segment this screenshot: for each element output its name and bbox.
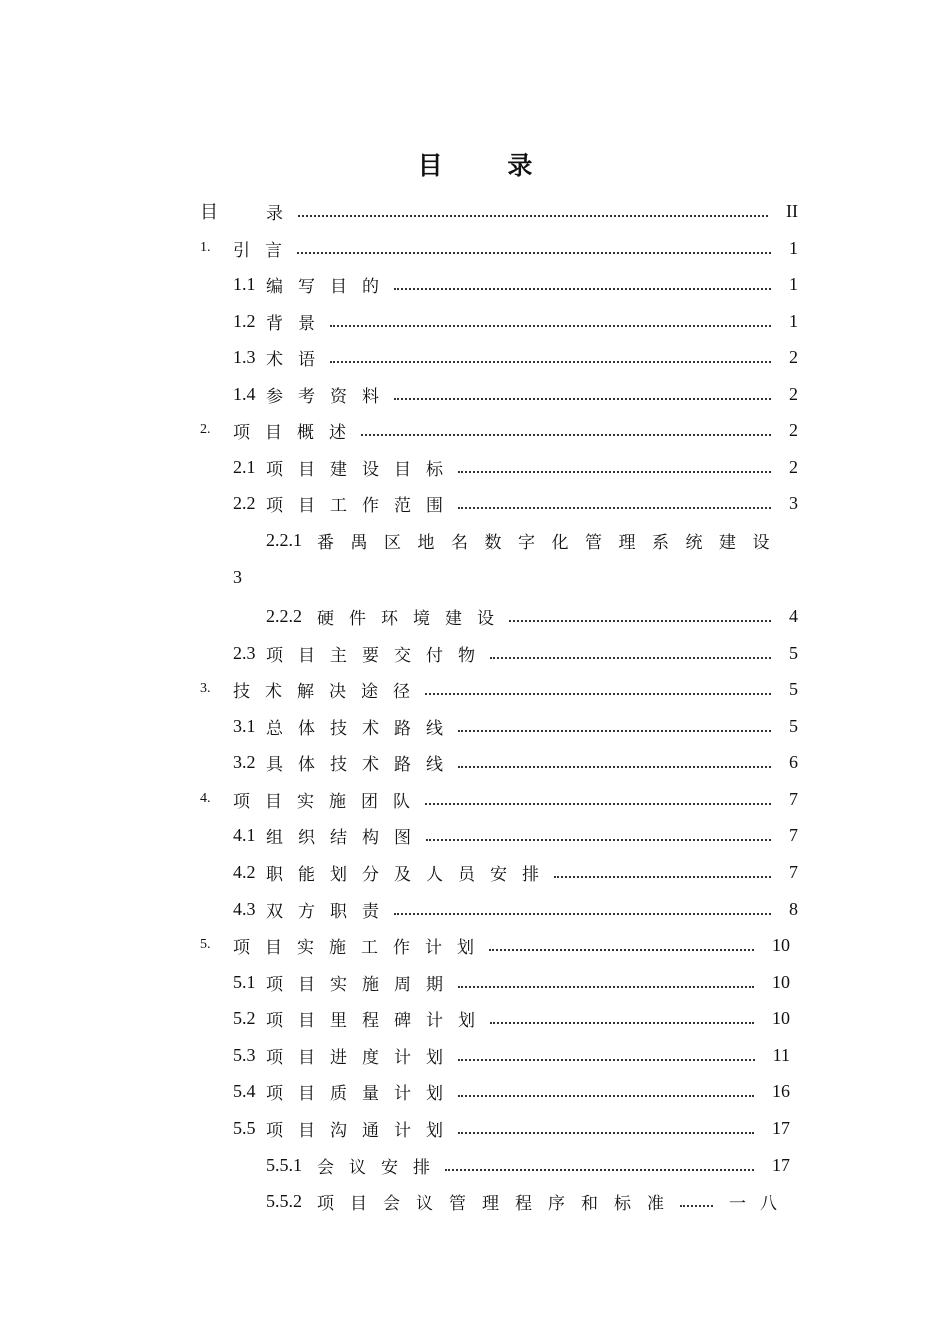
toc-leader-dots	[458, 729, 771, 732]
toc-entry-label: 项目进度计划	[266, 1047, 458, 1068]
toc-entry-4-1[interactable]	[233, 822, 798, 848]
toc-leader-dots	[330, 360, 771, 363]
toc-entry-label: 组织结构图	[266, 827, 426, 848]
toc-entry-label: 项目质量计划	[266, 1083, 458, 1104]
toc-entry-number: 3.	[200, 681, 211, 696]
toc-entry-3[interactable]	[200, 676, 798, 702]
toc-entry-2-3[interactable]	[233, 640, 798, 666]
toc-entry-page: 10	[772, 971, 790, 992]
toc-leader-dots	[458, 1058, 755, 1061]
toc-entry-5-4[interactable]	[233, 1078, 790, 1104]
toc-entry-5-3[interactable]	[233, 1042, 790, 1068]
toc-entry-label: 总体技术路线	[266, 718, 458, 739]
toc-leader-dots	[458, 470, 771, 473]
toc-entry-label: 具体技术路线	[266, 754, 458, 775]
toc-entry-number: 5.4	[233, 1080, 256, 1101]
toc-entry-page: 7	[789, 788, 798, 809]
toc-entry-label: 项目会议管理程序和标准	[317, 1193, 680, 1214]
toc-entry-5-5-1[interactable]	[266, 1152, 790, 1178]
toc-entry-label: 技术解决途径	[233, 681, 425, 702]
toc-entry-1-2[interactable]	[233, 308, 798, 334]
toc-entry-page: 一八	[729, 1193, 791, 1214]
toc-entry-number: 5.	[200, 937, 211, 952]
toc-entry-number: 4.3	[233, 898, 256, 919]
toc-entry-label: 项目实施周期	[266, 974, 458, 995]
toc-entry-page: 2	[789, 346, 798, 367]
toc-entry-2-2[interactable]	[233, 490, 798, 516]
toc-entry-3-2[interactable]	[233, 749, 798, 775]
toc-entry-label: 会议安排	[317, 1157, 445, 1178]
toc-entry-page: 4	[789, 605, 798, 626]
toc-entry-4-2[interactable]	[233, 859, 798, 885]
toc-entry-number: 5.2	[233, 1007, 256, 1028]
toc-entry-number: 2.2.1	[266, 529, 302, 550]
toc-leader-dots	[445, 1168, 754, 1171]
toc-leader-dots	[509, 619, 771, 622]
toc-leader-dots	[458, 1094, 754, 1097]
toc-entry-page: 1	[789, 273, 798, 294]
toc-entry-page: 10	[772, 1007, 790, 1028]
toc-entry-page: 6	[789, 751, 798, 772]
toc-leader-dots	[298, 214, 768, 217]
toc-entry-page: 2	[789, 383, 798, 404]
toc-entry-label: 项目建设目标	[266, 459, 458, 480]
toc-entry-number: 1.	[200, 240, 211, 255]
toc-entry-page: II	[786, 200, 798, 221]
toc-entry-label: 项目工作范围	[266, 495, 458, 516]
toc-entry-label: 番禺区地名数字化管理系统建设	[317, 532, 786, 553]
toc-leader-dots	[297, 251, 771, 254]
toc-entry-number: 2.1	[233, 456, 256, 477]
toc-entry-label: 项目沟通计划	[266, 1120, 458, 1141]
toc-entry-page: 2	[789, 456, 798, 477]
toc-entry-page: 1	[789, 237, 798, 258]
toc-entry-1-1[interactable]	[233, 271, 798, 297]
toc-entry-number: 1.1	[233, 273, 256, 294]
toc-entry-number: 5.5	[233, 1117, 256, 1138]
toc-entry-number: 3.2	[233, 751, 256, 772]
toc-entry-label: 项目主要交付物	[266, 645, 490, 666]
toc-entry-4[interactable]	[200, 786, 798, 812]
toc-entry-number: 4.2	[233, 861, 256, 882]
toc-entry-page: 5	[789, 678, 798, 699]
toc-entry-page: 1	[789, 310, 798, 331]
toc-entry-label: 录	[266, 203, 298, 224]
toc-entry-page: 5	[789, 715, 798, 736]
toc-entry-4-3[interactable]	[233, 896, 798, 922]
toc-entry-number: 2.	[200, 422, 211, 437]
page-title: 目 录	[417, 151, 561, 180]
toc-entry-5-5[interactable]	[233, 1115, 790, 1141]
toc-entry-label: 职能划分及人员安排	[266, 864, 554, 885]
toc-leader-dots	[458, 1131, 754, 1134]
toc-entry-label: 编写目的	[266, 276, 394, 297]
toc-leader-dots	[458, 765, 771, 768]
toc-entry-label: 引言	[233, 240, 297, 261]
toc-entry-1-3[interactable]	[233, 344, 798, 370]
toc-leader-dots	[425, 692, 771, 695]
toc-entry-number: 5.5.1	[266, 1154, 302, 1175]
toc-entry-label: 项目里程碑计划	[266, 1010, 490, 1031]
toc-entry-label: 术语	[266, 349, 330, 370]
toc-entry-5-2[interactable]	[233, 1005, 790, 1031]
toc-leader-dots	[489, 948, 754, 951]
toc-entry-page: 2	[789, 419, 798, 440]
toc-leader-dots	[426, 838, 771, 841]
toc-entry-label: 参考资料	[266, 386, 394, 407]
toc-entry-page: 16	[772, 1080, 790, 1101]
toc-entry-page: 10	[772, 934, 790, 955]
toc-entry-number: 4.	[200, 791, 211, 806]
toc-entry-number: 5.1	[233, 971, 256, 992]
toc-leader-dots	[361, 433, 771, 436]
toc-entry-5-1[interactable]	[233, 969, 790, 995]
toc-leader-dots	[394, 287, 771, 290]
toc-leader-dots	[330, 324, 771, 327]
toc-leader-dots	[458, 985, 754, 988]
toc-entry-label: 项目实施工作计划	[233, 937, 489, 958]
toc-entry-page: 11	[772, 1044, 790, 1065]
toc-entry-page: 17	[772, 1117, 790, 1138]
toc-entry-number: 2.2.2	[266, 605, 302, 626]
toc-entry-page: 17	[772, 1154, 790, 1175]
toc-entry-label: 背景	[266, 313, 330, 334]
toc-entry-page: 5	[789, 642, 798, 663]
toc-entry-2-2-2[interactable]	[266, 603, 798, 629]
toc-entry-contents[interactable]	[200, 198, 798, 224]
toc-entry-2-2-1[interactable]	[266, 527, 798, 553]
toc-entry-number: 1.3	[233, 346, 256, 367]
toc-entry-label: 项目实施团队	[233, 791, 425, 812]
toc-leader-dots	[394, 912, 771, 915]
toc-entry-number: 1.4	[233, 383, 256, 404]
toc-leader-dots	[554, 875, 771, 878]
toc-entry-number: 2.3	[233, 642, 256, 663]
toc-entry-page: 7	[789, 824, 798, 845]
toc-leader-dots	[394, 397, 771, 400]
toc-entry-page: 3	[789, 492, 798, 513]
toc-entry-label: 硬件环境建设	[317, 608, 509, 629]
toc-entry-5[interactable]	[200, 932, 790, 958]
toc-entry-number: 目	[200, 202, 218, 222]
toc-entry-label: 项目概述	[233, 422, 361, 443]
toc-entry-5-5-2[interactable]	[266, 1188, 791, 1214]
toc-entry-page: 7	[789, 861, 798, 882]
toc-entry-number: 1.2	[233, 310, 256, 331]
toc-leader-dots	[490, 1021, 754, 1024]
toc-entry-1-4[interactable]	[233, 381, 798, 407]
toc-entry-2[interactable]	[200, 417, 798, 443]
toc-leader-dots	[680, 1204, 713, 1207]
toc-leader-dots	[425, 802, 771, 805]
toc-entry-number: 5.5.2	[266, 1190, 302, 1211]
toc-entry-2-1[interactable]	[233, 454, 798, 480]
toc-entry-number: 5.3	[233, 1044, 256, 1065]
toc-leader-dots	[458, 506, 771, 509]
toc-entry-1[interactable]	[200, 235, 798, 261]
toc-entry-label: 双方职责	[266, 901, 394, 922]
toc-entry-page: 8	[789, 898, 798, 919]
toc-entry-number: 3.1	[233, 715, 256, 736]
toc-leader-dots	[490, 656, 771, 659]
toc-entry-number: 2.2	[233, 492, 256, 513]
toc-entry-number: 4.1	[233, 824, 256, 845]
toc-entry-page: 3	[233, 567, 242, 587]
toc-entry-3-1[interactable]	[233, 713, 798, 739]
